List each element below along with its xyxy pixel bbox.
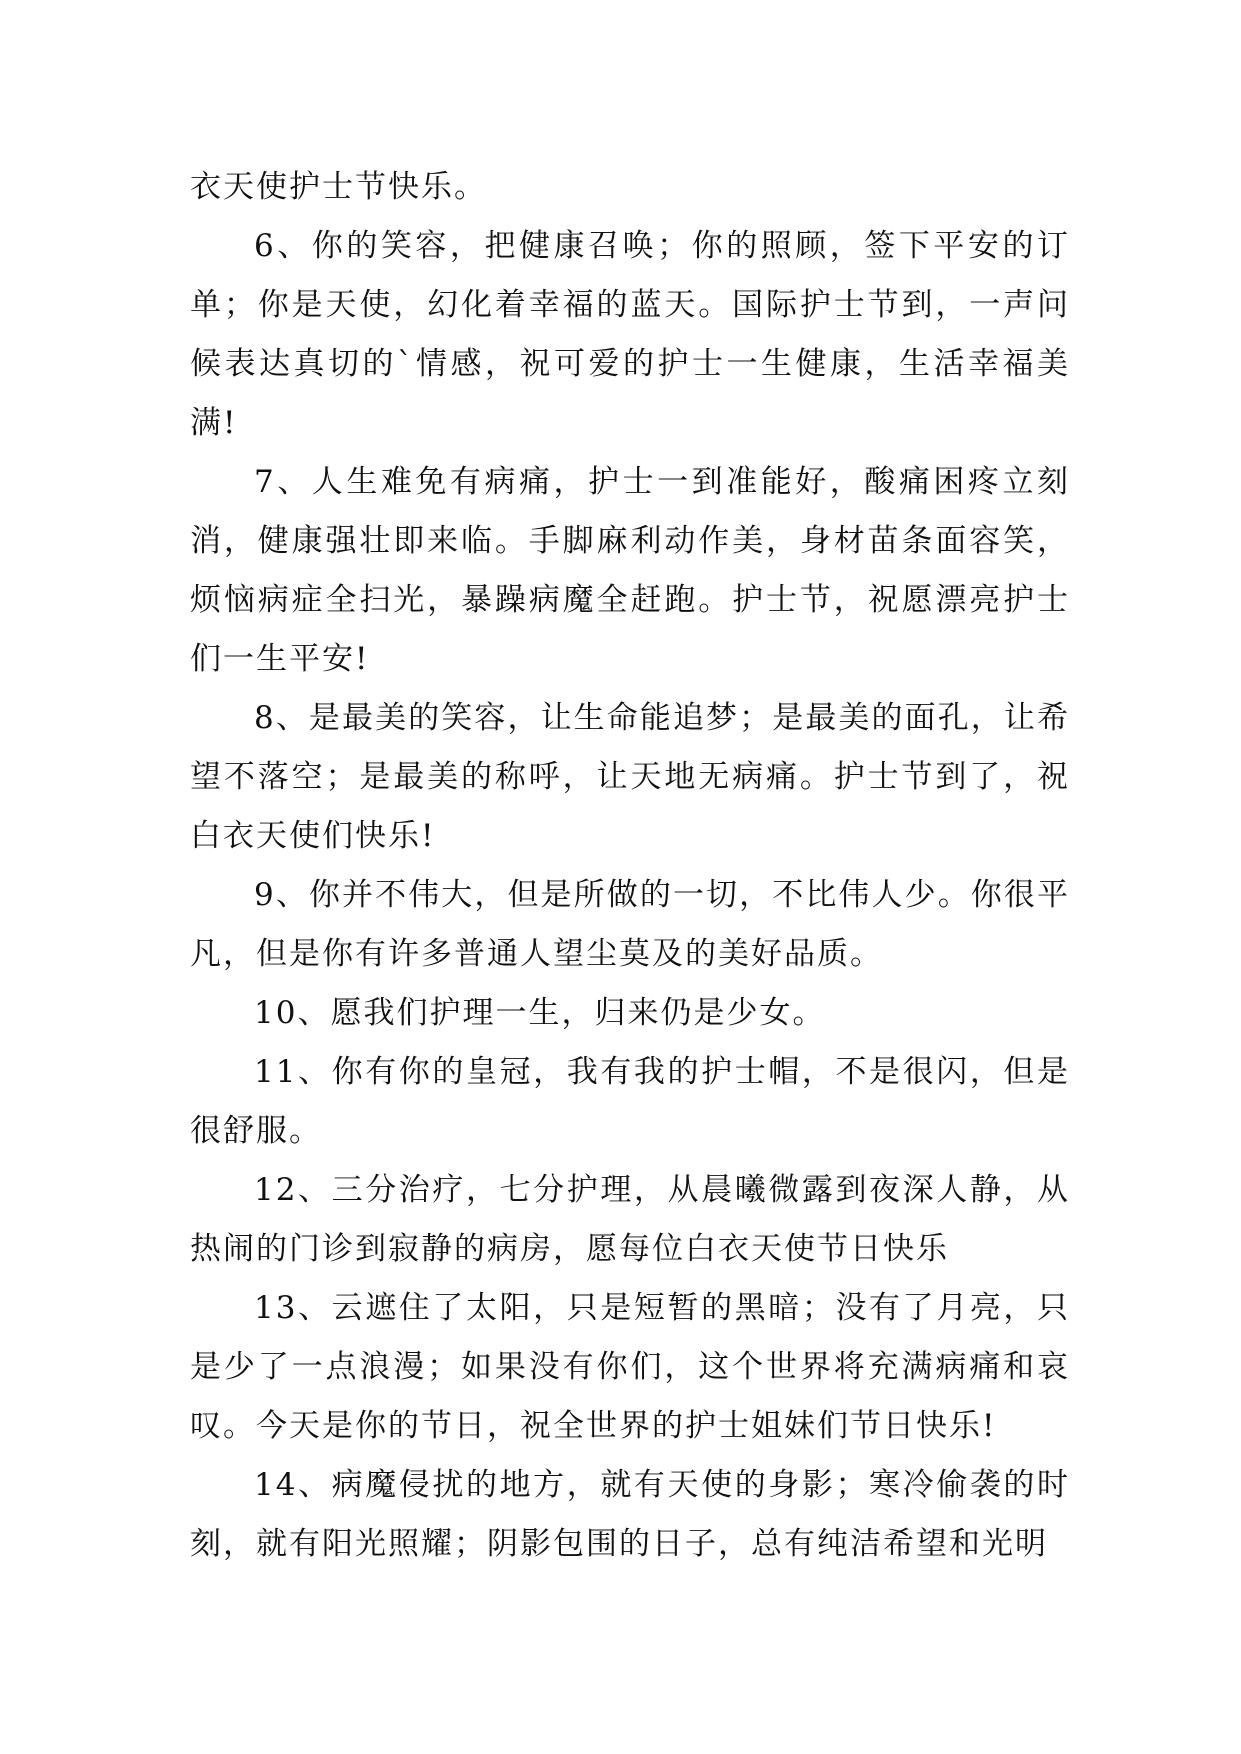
paragraph: 6、你的笑容，把健康召唤；你的照顾，签下平安的订单；你是天使，幻化着幸福的蓝天。国际护士节到，一声问候表达真切的`情感，祝可爱的护士一生健康，生活幸福美满!: [190, 228, 1070, 441]
paragraph: 9、你并不伟大，但是所做的一切，不比伟人少。你很平凡，但是你有许多普通人望尘莫及的美好品质。: [190, 877, 1070, 972]
paragraph: 13、云遮住了太阳，只是短暂的黑暗；没有了月亮，只是少了一点浪漫；如果没有你们，这个世界将充满病痛和哀叹。今天是你的节日，祝全世界的护士姐妹们节日快乐!: [190, 1290, 1070, 1444]
paragraph: 11、你有你的皇冠，我有我的护士帽，不是很闪，但是很舒服。: [190, 1054, 1070, 1149]
document-body: [190, 158, 1070, 1574]
paragraph: 14、病魔侵扰的地方，就有天使的身影；寒冷偷袭的时刻，就有阳光照耀；阴影包围的日子，总有纯洁希望和光明: [190, 1467, 1070, 1562]
paragraph: 7、人生难免有病痛，护士一到准能好，酸痛困疼立刻消，健康强壮即来临。手脚麻利动作美，身材苗条面容笑，烦恼病症全扫光，暴躁病魔全赶跑。护士节，祝愿漂亮护士们一生平安!: [190, 464, 1070, 677]
paragraph: 12、三分治疗，七分护理，从晨曦微露到夜深人静，从热闹的门诊到寂静的病房，愿每位白衣天使节日快乐: [190, 1172, 1070, 1267]
paragraph: 8、是最美的笑容，让生命能追梦；是最美的面孔，让希望不落空；是最美的称呼，让天地无病痛。护士节到了，祝白衣天使们快乐!: [190, 700, 1070, 854]
paragraph: 衣天使护士节快乐。: [190, 169, 487, 205]
paragraph: 10、愿我们护理一生，归来仍是少女。: [254, 995, 826, 1031]
